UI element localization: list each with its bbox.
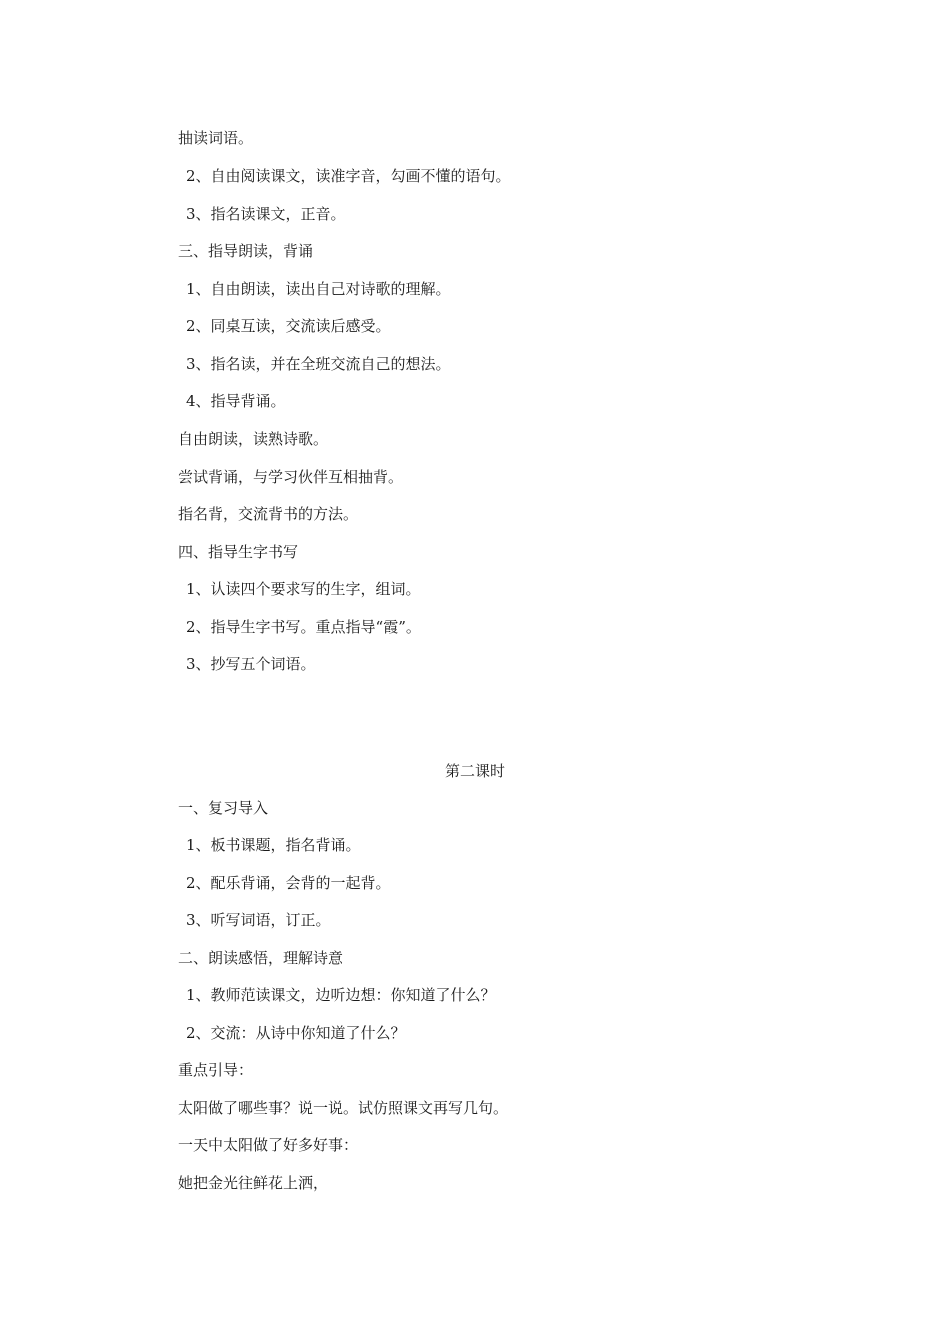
section-heading: 一、复习导入 xyxy=(178,799,269,817)
text-line: 2、配乐背诵，会背的一起背。 xyxy=(186,874,391,892)
text-line: 3、听写词语，订正。 xyxy=(186,911,331,929)
text-line: 3、抄写五个词语。 xyxy=(186,655,316,673)
text-line: 重点引导： xyxy=(178,1061,254,1079)
text-line: 4、指导背诵。 xyxy=(186,392,286,410)
section-heading: 三、指导朗读，背诵 xyxy=(178,242,314,260)
text-line: 尝试背诵，与学习伙伴互相抽背。 xyxy=(178,468,404,486)
text-line: 一天中太阳做了好多好事： xyxy=(178,1136,359,1154)
text-line: 自由朗读，读熟诗歌。 xyxy=(178,430,329,448)
text-line: 1、教师范读课文，边听边想：你知道了什么？ xyxy=(186,986,496,1004)
text-line: 1、自由朗读，读出自己对诗歌的理解。 xyxy=(186,280,451,298)
text-line: 3、指名读课文，正音。 xyxy=(186,205,346,223)
text-line: 2、指导生字书写。重点指导“霞”。 xyxy=(186,618,421,636)
text-line: 太阳做了哪些事？说一说。试仿照课文再写几句。 xyxy=(178,1099,509,1117)
text-line: 2、自由阅读课文，读准字音，勾画不懂的语句。 xyxy=(186,167,511,185)
text-line: 抽读词语。 xyxy=(178,129,254,147)
text-line: 指名背，交流背书的方法。 xyxy=(178,505,359,523)
text-line: 2、交流：从诗中你知道了什么？ xyxy=(186,1024,406,1042)
text-line: 3、指名读，并在全班交流自己的想法。 xyxy=(186,355,451,373)
text-line: 2、同桌互读，交流读后感受。 xyxy=(186,317,391,335)
section-heading: 二、朗读感悟，理解诗意 xyxy=(178,949,344,967)
text-line: 1、板书课题，指名背诵。 xyxy=(186,836,361,854)
text-line: 1、认读四个要求写的生字，组词。 xyxy=(186,580,421,598)
text-line: 她把金光往鲜花上洒， xyxy=(178,1174,329,1192)
section-title: 第二课时 xyxy=(444,762,505,780)
section-heading: 四、指导生字书写 xyxy=(178,543,299,561)
